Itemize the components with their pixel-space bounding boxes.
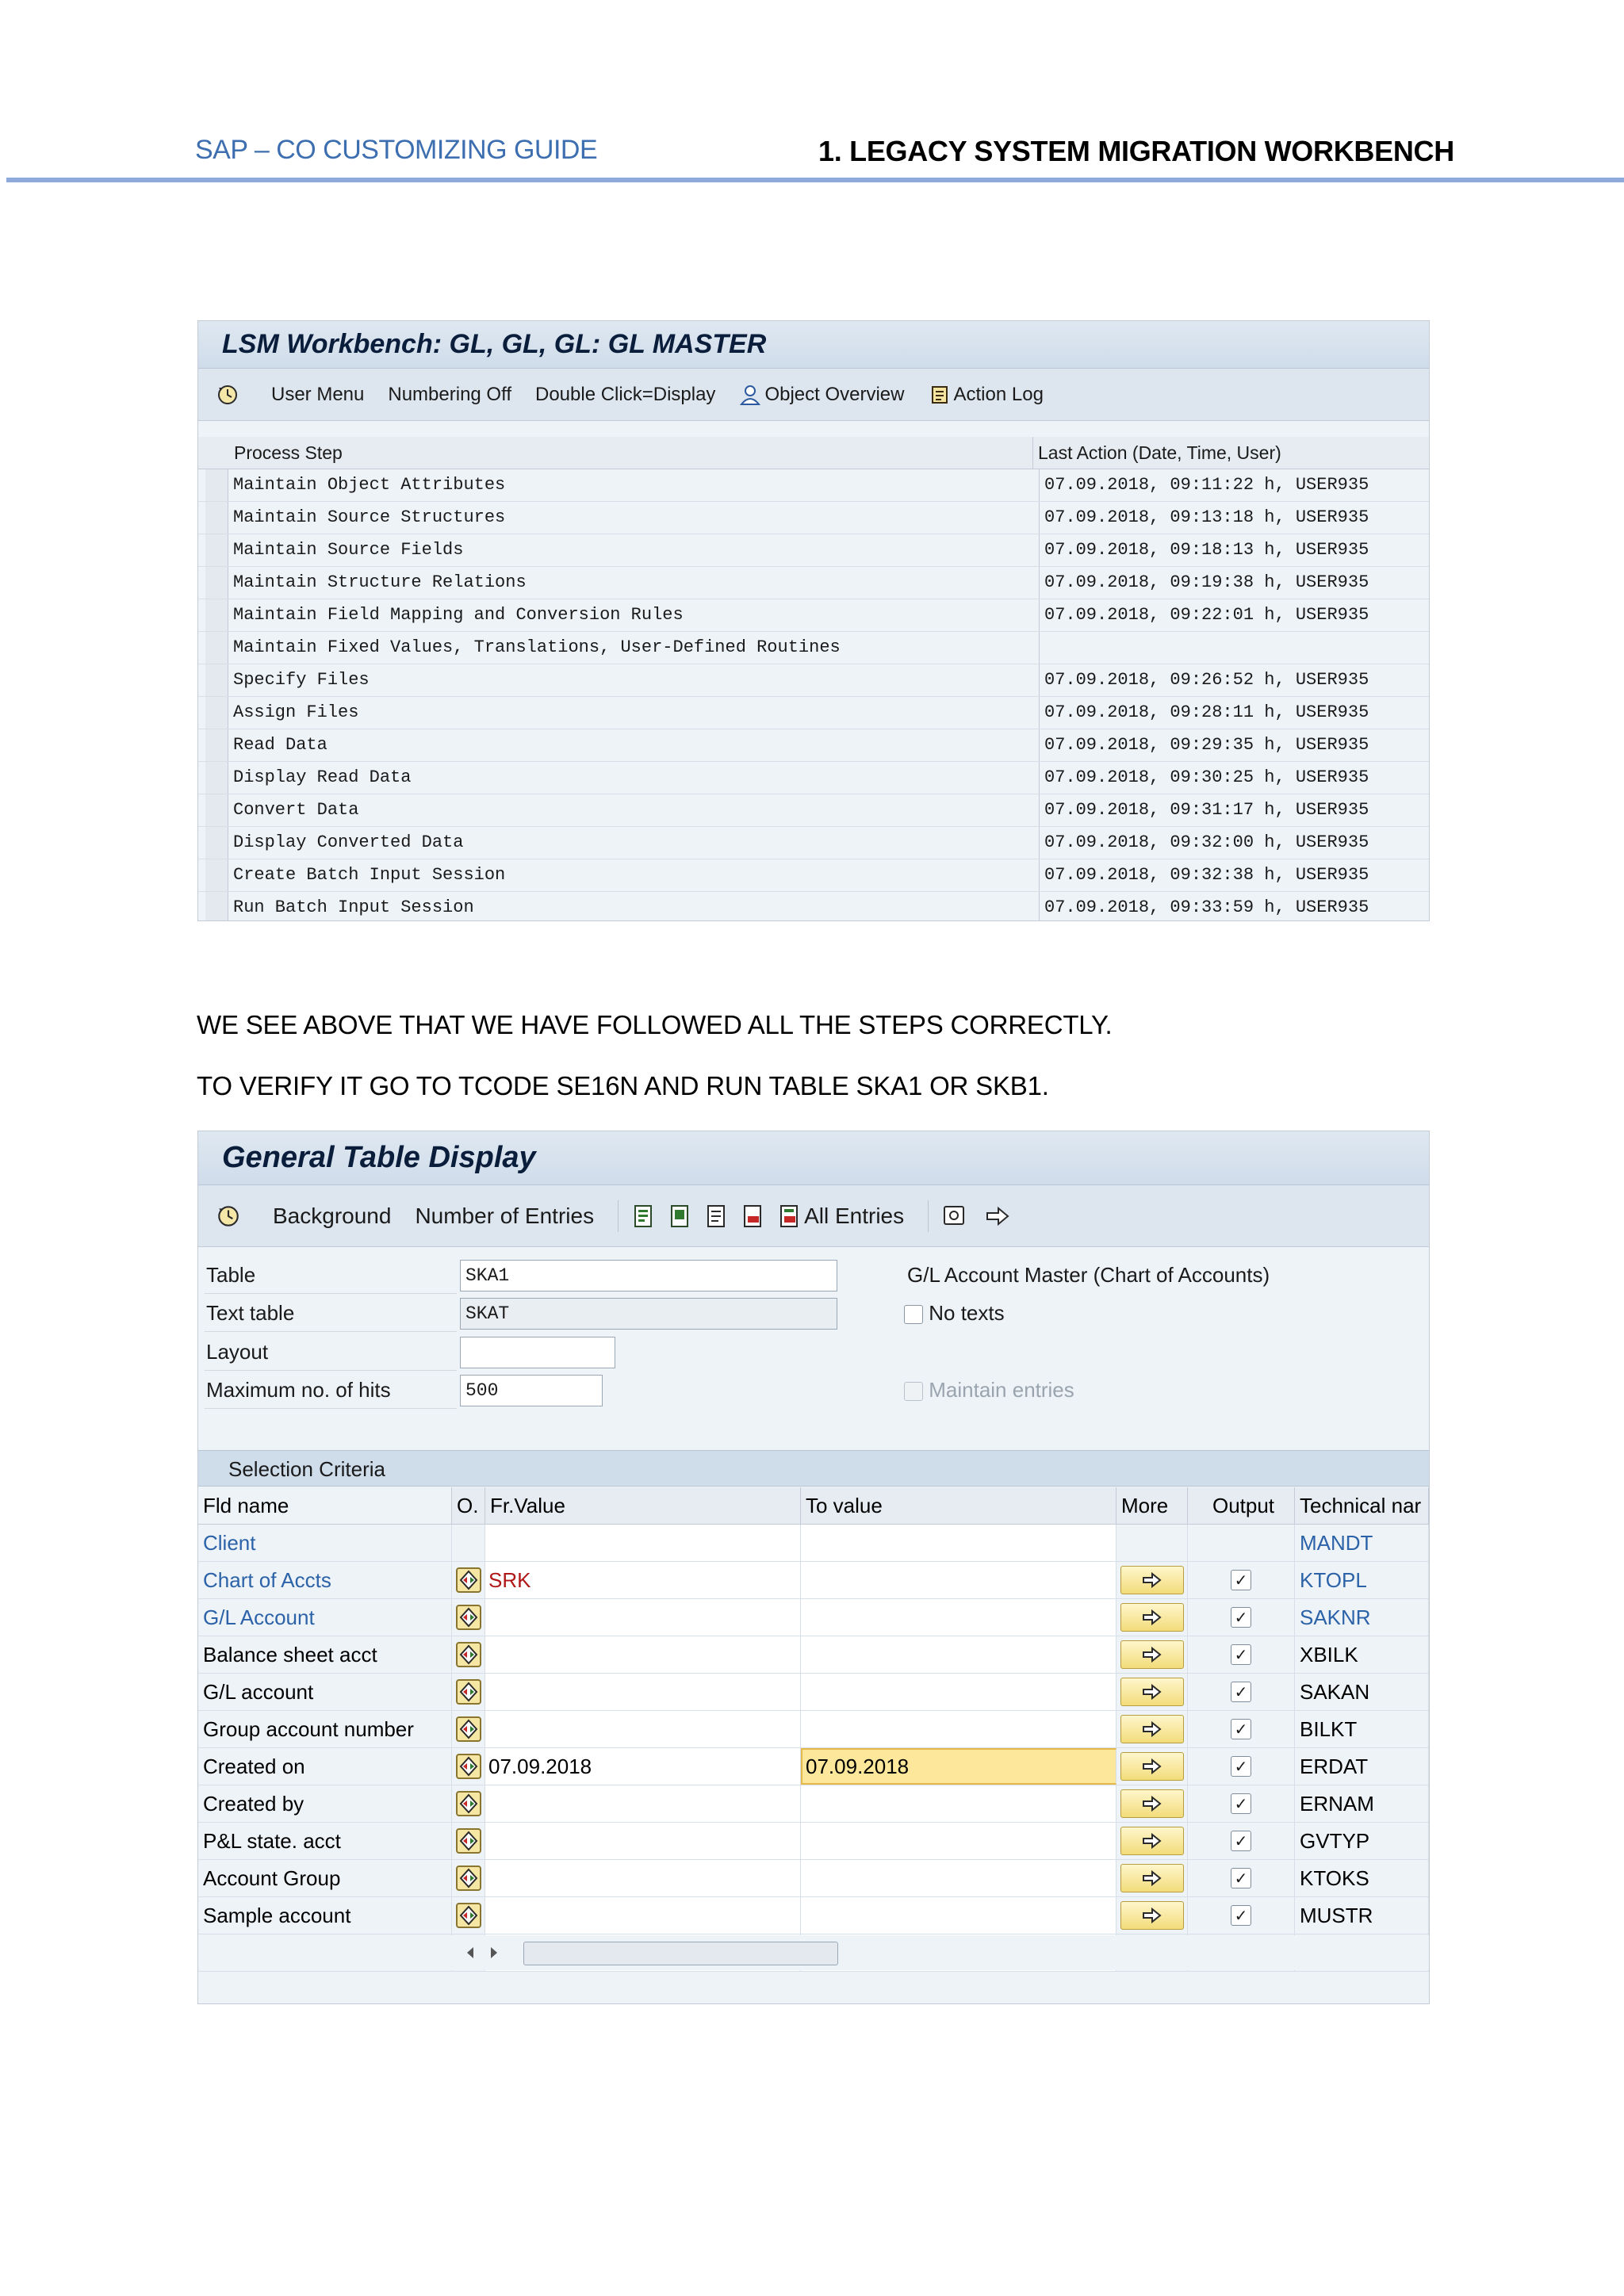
last-action-cell: 07.09.2018, 09:32:00 h, USER935 xyxy=(1044,832,1369,852)
process-step-cell[interactable]: Maintain Structure Relations xyxy=(228,567,1040,599)
option-cell[interactable] xyxy=(452,1897,485,1934)
option-cell[interactable] xyxy=(452,1562,485,1598)
output-checkbox[interactable]: ✓ xyxy=(1231,1831,1251,1851)
multiple-selection-button[interactable] xyxy=(1120,1678,1184,1706)
delete-selection-button[interactable] xyxy=(741,1203,766,1229)
technical-name-cell: SAKAN xyxy=(1295,1674,1429,1710)
field-name-cell: Balance sheet acct xyxy=(198,1636,452,1673)
number-of-entries-button[interactable]: Number of Entries xyxy=(415,1203,595,1228)
table-row[interactable] xyxy=(198,859,1429,892)
max-hits-label: Maximum no. of hits xyxy=(206,1378,391,1402)
output-cell xyxy=(1188,1823,1295,1859)
technical-name-cell: XBILK xyxy=(1295,1636,1429,1673)
col-fr-value: Fr.Value xyxy=(485,1487,801,1524)
last-action-cell xyxy=(1040,632,1044,664)
technical-name-cell: ERDAT xyxy=(1295,1748,1429,1785)
row-selector[interactable] xyxy=(205,664,228,696)
last-action-cell: 07.09.2018, 09:31:17 h, USER935 xyxy=(1044,800,1369,820)
table-row[interactable] xyxy=(198,469,1429,502)
row-selector[interactable] xyxy=(205,632,228,664)
technical-name-cell: MUSTR xyxy=(1295,1897,1429,1934)
multiple-selection-button[interactable] xyxy=(1120,1864,1184,1892)
label-underline xyxy=(205,1293,457,1294)
last-action-cell: 07.09.2018, 09:33:59 h, USER935 xyxy=(1044,897,1369,917)
scroll-right-icon[interactable] xyxy=(488,1945,500,1961)
document-list-icon xyxy=(631,1203,657,1229)
table-row xyxy=(198,1711,1429,1748)
option-cell[interactable] xyxy=(452,1636,485,1673)
row-selector[interactable] xyxy=(205,697,228,729)
table-row[interactable] xyxy=(198,534,1429,567)
general-table-display-panel xyxy=(197,1131,1430,2004)
to-value-input[interactable]: 07.09.2018 xyxy=(801,1748,1116,1785)
selection-option-icon[interactable] xyxy=(455,1641,482,1668)
more-cell xyxy=(1116,1785,1188,1822)
table-row[interactable] xyxy=(198,599,1429,632)
field-name-cell: Group account number xyxy=(198,1711,452,1747)
selection-option-icon[interactable] xyxy=(455,1790,482,1817)
more-cell xyxy=(1116,1674,1188,1710)
toolbar-separator xyxy=(618,1200,619,1232)
from-value-input[interactable] xyxy=(485,1525,801,1561)
deselect-all-button[interactable] xyxy=(668,1203,693,1229)
option-cell[interactable] xyxy=(452,1748,485,1785)
col-technical-name: Technical nar xyxy=(1295,1487,1429,1524)
option-cell[interactable] xyxy=(452,1860,485,1896)
selection-criteria-header: Selection Criteria xyxy=(198,1450,1429,1487)
table-row[interactable] xyxy=(198,502,1429,534)
label-underline xyxy=(205,1331,457,1332)
table-row xyxy=(198,1599,1429,1636)
selection-option-icon[interactable] xyxy=(455,1716,482,1743)
paragraph-1: WE SEE ABOVE THAT WE HAVE FOLLOWED ALL THE STEPS CORRECTLY. xyxy=(197,1010,1113,1039)
layout-button[interactable] xyxy=(704,1203,730,1229)
process-step-cell[interactable]: Read Data xyxy=(228,729,1040,761)
multiple-selection-button[interactable] xyxy=(1120,1789,1184,1818)
arrow-right-icon xyxy=(1142,1795,1162,1812)
max-hits-input[interactable]: 500 xyxy=(460,1375,603,1406)
from-value-input[interactable] xyxy=(485,1897,801,1934)
output-checkbox[interactable]: ✓ xyxy=(1231,1756,1251,1777)
lsm-table-header xyxy=(198,437,1429,469)
scroll-thumb[interactable] xyxy=(523,1942,838,1965)
double-click-display-button[interactable]: Double Click=Display xyxy=(535,383,716,405)
no-texts-checkbox[interactable] xyxy=(904,1305,923,1324)
execute-clock-icon xyxy=(216,383,239,407)
multiple-selection-button[interactable] xyxy=(1120,1640,1184,1669)
gtd-header-form xyxy=(198,1247,1429,1449)
technical-name-cell: BILKT xyxy=(1295,1711,1429,1747)
field-name-cell: Account Group xyxy=(198,1860,452,1896)
arrow-right-icon xyxy=(1142,1869,1162,1887)
table-row xyxy=(198,1897,1429,1934)
process-step-cell[interactable]: Maintain Source Fields xyxy=(228,534,1040,566)
selection-option-icon[interactable] xyxy=(455,1827,482,1854)
more-cell xyxy=(1116,1823,1188,1859)
technical-name-cell: GVTYP xyxy=(1295,1823,1429,1859)
row-selector[interactable] xyxy=(205,469,228,501)
row-selector[interactable] xyxy=(205,567,228,599)
background-button[interactable]: Background xyxy=(273,1203,392,1228)
output-checkbox[interactable]: ✓ xyxy=(1231,1644,1251,1665)
header-rule xyxy=(6,178,1624,182)
selection-option-icon[interactable] xyxy=(455,1567,482,1594)
field-name-cell[interactable]: Client xyxy=(198,1525,452,1561)
multiple-selection-button[interactable] xyxy=(1120,1715,1184,1743)
last-action-cell: 07.09.2018, 09:32:38 h, USER935 xyxy=(1044,865,1369,885)
output-checkbox[interactable]: ✓ xyxy=(1231,1607,1251,1628)
last-action-cell: 07.09.2018, 09:29:35 h, USER935 xyxy=(1044,735,1369,755)
process-step-cell[interactable]: Run Batch Input Session xyxy=(228,892,1040,921)
grid-header xyxy=(198,1487,1429,1525)
field-name-cell: Created by xyxy=(198,1785,452,1822)
output-cell xyxy=(1188,1897,1295,1934)
last-action-cell: 07.09.2018, 09:28:11 h, USER935 xyxy=(1044,702,1369,722)
arrow-right-icon xyxy=(1142,1646,1162,1663)
process-step-cell[interactable]: Maintain Field Mapping and Conversion Rules xyxy=(228,599,1040,631)
from-value-input[interactable] xyxy=(485,1674,801,1710)
output-cell xyxy=(1188,1860,1295,1896)
field-name-cell: Sample account xyxy=(198,1897,452,1934)
log-scroll-icon xyxy=(929,384,951,406)
process-step-cell[interactable]: Specify Files xyxy=(228,664,1040,696)
person-icon xyxy=(739,384,761,406)
table-row[interactable] xyxy=(198,827,1429,859)
process-step-cell[interactable]: Assign Files xyxy=(228,697,1040,729)
arrow-right-icon xyxy=(1142,1907,1162,1924)
output-checkbox[interactable]: ✓ xyxy=(1231,1868,1251,1888)
field-name-cell: Created on xyxy=(198,1748,452,1785)
table-row xyxy=(198,1525,1429,1562)
output-cell xyxy=(1188,1711,1295,1747)
from-value-input[interactable]: 07.09.2018 xyxy=(485,1748,801,1785)
to-value-input[interactable] xyxy=(801,1711,1116,1747)
to-value-input[interactable] xyxy=(801,1674,1116,1710)
paragraph-2: TO VERIFY IT GO TO TCODE SE16N AND RUN TABLE SKA1 OR SKB1. xyxy=(197,1071,1049,1100)
document-all-icon xyxy=(777,1203,802,1229)
from-value-input[interactable] xyxy=(485,1860,801,1896)
lsm-title: LSM Workbench: GL, GL, GL: GL MASTER xyxy=(198,321,1429,369)
maintain-entries-checkbox xyxy=(904,1382,923,1401)
export-button[interactable] xyxy=(984,1203,1011,1229)
option-cell xyxy=(452,1525,485,1561)
from-value-input[interactable] xyxy=(485,1823,801,1859)
process-step-cell[interactable]: Display Read Data xyxy=(228,762,1040,794)
last-action-cell: 07.09.2018, 09:18:13 h, USER935 xyxy=(1044,540,1369,560)
table-description: G/L Account Master (Chart of Accounts) xyxy=(907,1263,1270,1287)
from-value-input[interactable] xyxy=(485,1636,801,1673)
output-cell xyxy=(1188,1599,1295,1636)
more-cell xyxy=(1116,1562,1188,1598)
execute-background-button[interactable] xyxy=(216,1203,249,1229)
col-to-value: To value xyxy=(801,1487,1116,1524)
process-step-cell[interactable]: Create Batch Input Session xyxy=(228,859,1040,891)
table-row[interactable] xyxy=(198,664,1429,697)
label-underline xyxy=(205,1370,457,1371)
row-selector[interactable] xyxy=(205,599,228,631)
document-layout-icon xyxy=(704,1203,730,1229)
technical-name-cell[interactable]: KTOPL xyxy=(1295,1562,1429,1598)
output-cell xyxy=(1188,1748,1295,1785)
option-cell[interactable] xyxy=(452,1674,485,1710)
table-row xyxy=(198,1823,1429,1860)
last-action-cell: 07.09.2018, 09:26:52 h, USER935 xyxy=(1044,670,1369,690)
field-name-cell: G/L account xyxy=(198,1674,452,1710)
table-row[interactable] xyxy=(198,729,1429,762)
from-value-input[interactable] xyxy=(485,1711,801,1747)
layout-label: Layout xyxy=(206,1340,269,1364)
output-checkbox[interactable]: ✓ xyxy=(1231,1719,1251,1739)
selection-option-icon[interactable] xyxy=(455,1865,482,1892)
layout-input[interactable] xyxy=(460,1337,615,1368)
from-value-input[interactable]: SRK xyxy=(485,1562,801,1598)
no-texts-label: No texts xyxy=(929,1301,1005,1325)
last-action-cell: 07.09.2018, 09:22:01 h, USER935 xyxy=(1044,605,1369,625)
multiple-selection-button[interactable] xyxy=(1120,1827,1184,1855)
gtd-title: General Table Display xyxy=(198,1131,1429,1185)
lsm-process-table xyxy=(198,437,1429,921)
horizontal-scrollbar[interactable] xyxy=(198,1935,1429,1970)
technical-name-cell: ERNAM xyxy=(1295,1785,1429,1822)
col-op: O. xyxy=(452,1487,485,1524)
process-step-cell[interactable]: Maintain Fixed Values, Translations, User-Defined Routines xyxy=(228,632,1040,664)
table-row xyxy=(198,1636,1429,1674)
selection-option-icon[interactable] xyxy=(455,1902,482,1929)
execute-button[interactable] xyxy=(216,383,247,407)
doc-header-left: SAP – CO CUSTOMIZING GUIDE xyxy=(195,135,598,165)
arrow-right-icon xyxy=(1142,1720,1162,1738)
row-selector[interactable] xyxy=(205,859,228,891)
row-selector[interactable] xyxy=(205,762,228,794)
lsm-workbench-panel xyxy=(197,320,1430,921)
table-row xyxy=(198,1785,1429,1823)
settings-screen-icon xyxy=(941,1203,967,1229)
toolbar-separator xyxy=(928,1200,929,1232)
output-checkbox[interactable]: ✓ xyxy=(1231,1793,1251,1814)
gtd-toolbar xyxy=(198,1185,1429,1247)
field-name-cell[interactable]: G/L Account xyxy=(198,1599,452,1636)
object-overview-label: Object Overview xyxy=(764,383,905,405)
table-row xyxy=(198,1748,1429,1785)
selection-option-icon[interactable] xyxy=(455,1604,482,1631)
table-row[interactable] xyxy=(198,892,1429,921)
process-step-cell[interactable]: Maintain Source Structures xyxy=(228,502,1040,534)
table-row xyxy=(198,1562,1429,1599)
output-cell xyxy=(1188,1636,1295,1673)
technical-name-cell[interactable]: MANDT xyxy=(1295,1525,1429,1561)
more-cell xyxy=(1116,1525,1188,1561)
selection-criteria-grid xyxy=(198,1487,1429,1972)
more-cell xyxy=(1116,1897,1188,1934)
scroll-left-icon[interactable] xyxy=(464,1945,477,1961)
text-table-input: SKAT xyxy=(460,1298,837,1330)
to-value-input[interactable] xyxy=(801,1823,1116,1859)
col-more: More xyxy=(1116,1487,1188,1524)
more-cell xyxy=(1116,1599,1188,1636)
arrow-right-icon xyxy=(1142,1832,1162,1850)
output-checkbox[interactable]: ✓ xyxy=(1231,1570,1251,1590)
row-selector[interactable] xyxy=(205,794,228,826)
row-selector[interactable] xyxy=(205,827,228,859)
no-texts-option[interactable] xyxy=(904,1301,1005,1326)
table-label: Table xyxy=(206,1263,256,1287)
multiple-selection-button[interactable] xyxy=(1120,1901,1184,1930)
from-value-input[interactable] xyxy=(485,1785,801,1822)
text-table-label: Text table xyxy=(206,1301,295,1325)
arrow-right-icon xyxy=(1142,1609,1162,1626)
technical-name-cell: KTOKS xyxy=(1295,1860,1429,1896)
output-cell xyxy=(1188,1525,1295,1561)
output-cell xyxy=(1188,1674,1295,1710)
process-step-cell[interactable]: Maintain Object Attributes xyxy=(228,469,1040,501)
arrow-right-icon xyxy=(1142,1683,1162,1701)
more-cell xyxy=(1116,1636,1188,1673)
more-cell xyxy=(1116,1748,1188,1785)
col-fld-name: Fld name xyxy=(198,1487,452,1524)
to-value-input[interactable] xyxy=(801,1785,1116,1822)
maintain-entries-label: Maintain entries xyxy=(929,1378,1074,1402)
option-cell[interactable] xyxy=(452,1599,485,1636)
technical-name-cell[interactable]: SAKNR xyxy=(1295,1599,1429,1636)
export-arrow-icon xyxy=(984,1203,1011,1229)
table-row[interactable] xyxy=(198,762,1429,794)
col-process-step: Process Step xyxy=(198,437,1033,469)
option-cell[interactable] xyxy=(452,1785,485,1822)
multiple-selection-button[interactable] xyxy=(1120,1566,1184,1594)
label-underline xyxy=(205,1408,457,1409)
document-check-icon xyxy=(668,1203,693,1229)
table-row xyxy=(198,1860,1429,1897)
col-last-action: Last Action (Date, Time, User) xyxy=(1038,442,1281,463)
row-selector[interactable] xyxy=(205,502,228,534)
output-cell xyxy=(1188,1785,1295,1822)
action-log-button[interactable] xyxy=(929,384,1044,406)
option-cell[interactable] xyxy=(452,1823,485,1859)
to-value-input[interactable] xyxy=(801,1897,1116,1934)
doc-header-right: 1. LEGACY SYSTEM MIGRATION WORKBENCH xyxy=(818,135,1454,167)
to-value-input[interactable] xyxy=(801,1860,1116,1896)
process-step-cell[interactable]: Display Converted Data xyxy=(228,827,1040,859)
select-all-button[interactable] xyxy=(631,1203,657,1229)
user-menu-button[interactable]: User Menu xyxy=(271,383,365,405)
multiple-selection-button[interactable] xyxy=(1120,1752,1184,1781)
to-value-input[interactable] xyxy=(801,1562,1116,1598)
lsm-toolbar xyxy=(198,369,1429,421)
field-name-cell[interactable]: Chart of Accts xyxy=(198,1562,452,1598)
table-row[interactable] xyxy=(198,697,1429,729)
to-value-input[interactable] xyxy=(801,1599,1116,1636)
col-output: Output xyxy=(1188,1487,1295,1524)
execute-clock-icon xyxy=(216,1203,241,1229)
last-action-cell: 07.09.2018, 09:30:25 h, USER935 xyxy=(1044,767,1369,787)
row-selector[interactable] xyxy=(205,892,228,921)
output-checkbox[interactable]: ✓ xyxy=(1231,1905,1251,1926)
last-action-cell: 07.09.2018, 09:13:18 h, USER935 xyxy=(1044,507,1369,527)
table-input[interactable]: SKA1 xyxy=(460,1260,837,1292)
settings-button[interactable] xyxy=(941,1203,967,1229)
table-row xyxy=(198,1674,1429,1711)
more-cell xyxy=(1116,1711,1188,1747)
document-delete-icon xyxy=(741,1203,766,1229)
selection-option-icon[interactable] xyxy=(455,1678,482,1705)
output-checkbox[interactable]: ✓ xyxy=(1231,1682,1251,1702)
to-value-input[interactable] xyxy=(801,1636,1116,1673)
arrow-right-icon xyxy=(1142,1758,1162,1775)
all-entries-label: All Entries xyxy=(804,1203,905,1228)
to-value-input[interactable] xyxy=(801,1525,1116,1561)
field-name-cell: P&L state. acct xyxy=(198,1823,452,1859)
row-selector[interactable] xyxy=(205,534,228,566)
table-row[interactable] xyxy=(198,632,1429,664)
numbering-off-button[interactable]: Numbering Off xyxy=(388,383,511,405)
process-step-cell[interactable]: Convert Data xyxy=(228,794,1040,826)
multiple-selection-button[interactable] xyxy=(1120,1603,1184,1632)
table-row[interactable] xyxy=(198,567,1429,599)
arrow-right-icon xyxy=(1142,1571,1162,1589)
maintain-entries-option xyxy=(904,1378,1074,1402)
table-row[interactable] xyxy=(198,794,1429,827)
output-cell xyxy=(1188,1562,1295,1598)
more-cell xyxy=(1116,1860,1188,1896)
selection-option-icon[interactable] xyxy=(455,1753,482,1780)
from-value-input[interactable] xyxy=(485,1599,801,1636)
row-selector[interactable] xyxy=(205,729,228,761)
last-action-cell: 07.09.2018, 09:11:22 h, USER935 xyxy=(1044,475,1369,495)
action-log-label: Action Log xyxy=(953,383,1044,405)
option-cell[interactable] xyxy=(452,1711,485,1747)
object-overview-button[interactable] xyxy=(739,384,904,406)
last-action-cell: 07.09.2018, 09:19:38 h, USER935 xyxy=(1044,572,1369,592)
all-entries-button[interactable] xyxy=(777,1203,904,1229)
